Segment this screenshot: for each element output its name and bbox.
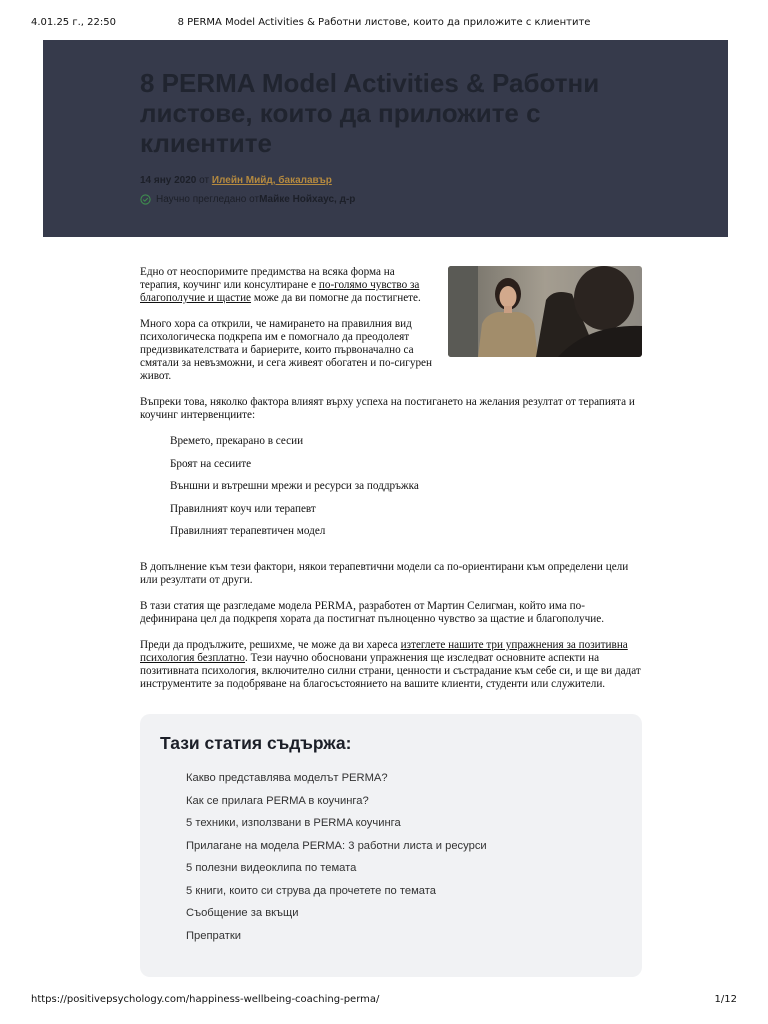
toc-item[interactable]: 5 техники, използвани в PERMA коучинга xyxy=(186,817,401,829)
publish-meta xyxy=(140,175,332,186)
toc-heading: Тази статия съдържа: xyxy=(160,733,352,753)
by-label: от xyxy=(196,175,212,186)
toc-item[interactable]: Препратки xyxy=(186,929,242,942)
verified-check-icon xyxy=(140,194,151,205)
author-link[interactable]: Илейн Мийд, бакалавър xyxy=(211,175,332,186)
paragraph-5: В тази статия ще разгледаме модела PERMA, разработен от Мартин Селигман, който има по-дефинирана цел да подкрепя хората да постигнат пълноценно чувство за щастие и благополучие. xyxy=(140,599,605,625)
article-photo xyxy=(448,266,642,357)
paragraph-3: Въпреки това, няколко фактора влияят върху успеха на постигането на желания резултат от терапията и коучинг интервенциите: xyxy=(140,396,635,421)
reviewer-name[interactable]: Майке Нойхаус, д-р xyxy=(259,194,356,205)
page-url: https://positivepsychology.com/happiness-wellbeing-coaching-perma/ xyxy=(31,994,380,1005)
list-item: Броят на сесиите xyxy=(170,457,252,470)
list-item: Времето, прекарано в сесии xyxy=(170,435,304,447)
wellbeing-link[interactable]: по-голямо чувство за благополучие и щастие xyxy=(140,279,420,304)
article-body xyxy=(140,266,642,704)
article-hero xyxy=(43,40,728,237)
toc-item[interactable]: 5 книги, които си струва да прочетете по темата xyxy=(186,884,436,897)
review-meta xyxy=(140,194,355,205)
paragraph-4: В допълнение към тези фактори, някои терапевтични модели са по-ориентирани към определени цели или резултати от други. xyxy=(140,560,629,586)
print-header xyxy=(0,17,768,31)
publish-date: 14 яну 2020 xyxy=(140,175,197,186)
list-item: Правилният коуч или терапевт xyxy=(170,502,316,515)
toc-item[interactable]: Прилагане на модела PERMA: 3 работни листа и ресурси xyxy=(186,839,487,852)
toc-item[interactable]: Съобщение за вкъщи xyxy=(186,907,299,919)
toc-item[interactable]: Как се прилага PERMA в коучинга? xyxy=(186,794,369,807)
paragraph-6: Преди да продължите, решихме, че може да ви хареса изтеглете нашите три упражнения за позитивна психология безплатно. Тези научно обосновани упражнения ще изследват основните аспекти на позитивната психология, включително силни страни, ценности и състрадание към себе си, и ще ви дадат инструментите за подобряване на благосъстоянието на вашите клиенти, студенти или служители. xyxy=(140,638,641,690)
toc-item[interactable]: 5 полезни видеоклипа по темата xyxy=(186,862,357,874)
intro-paragraph: Едно от неоспоримите предимства на всяка форма на терапия, коучинг или консултиране е по-голямо чувство за благополучие и щастие може да ви помогне да постигнете. xyxy=(140,266,421,304)
list-item: Правилният терапевтичен модел xyxy=(170,525,326,538)
print-document-title: 8 PERMA Model Activities & Работни листове, които да приложите с клиентите xyxy=(177,17,591,28)
table-of-contents xyxy=(140,714,642,977)
paragraph-2: Много хора са открили, че намирането на правилния вид психологическа подкрепа им е помогнало да преодолеят предизвикателствата и бариерите, които първоначално са смятали за невъзможни, и сега живеят обогатен и по-сигурен живот. xyxy=(140,318,433,382)
factors-list xyxy=(140,435,642,548)
toc-list xyxy=(186,771,487,951)
download-exercises-link[interactable]: изтеглете нашите три упражнения за позитивна психология безплатно xyxy=(140,638,628,664)
article-title: 8 PERMA Model Activities & Работни листове, които да приложите с клиентите xyxy=(140,68,600,158)
review-prefix: Научно прегледано от xyxy=(156,194,260,205)
page-number: 1/12 xyxy=(714,994,737,1005)
print-date: 4.01.25 г., 22:50 xyxy=(31,17,116,28)
toc-item[interactable]: Какво представлява моделът PERMA? xyxy=(186,772,388,784)
list-item: Външни и вътрешни мрежи и ресурси за поддръжка xyxy=(170,480,419,493)
